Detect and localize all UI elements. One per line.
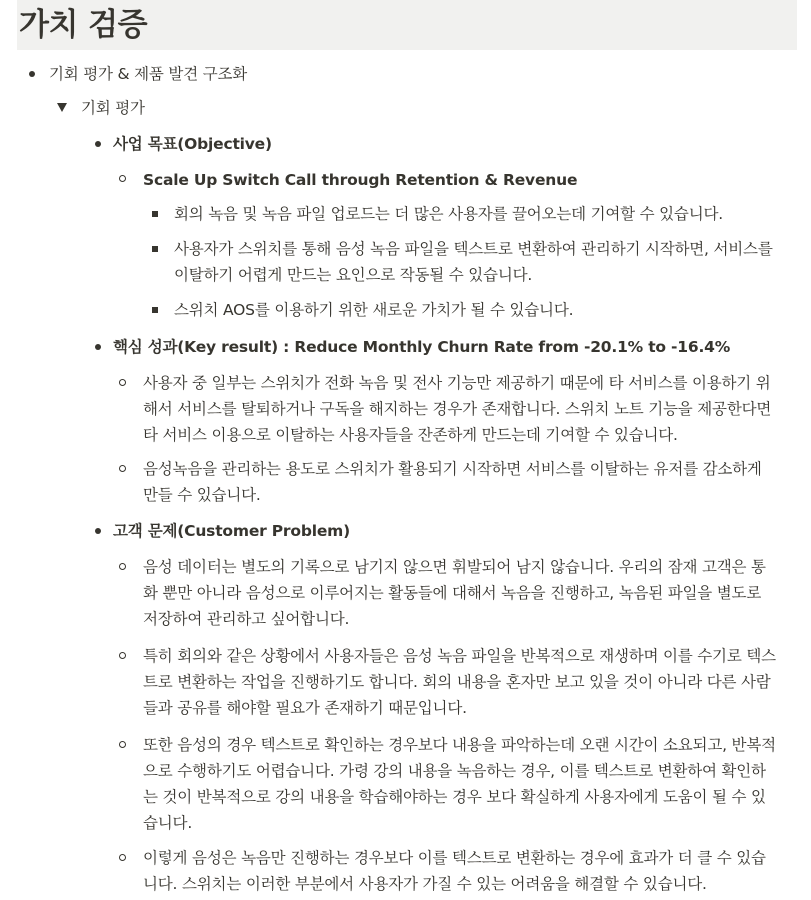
bullet-circle-icon	[119, 741, 126, 748]
bullet-disc-icon	[95, 528, 101, 534]
list-item: 음성녹음을 관리하는 용도로 스위치가 활용되기 시작하면 서비스를 이탈하는 유저를 감소하게	[143, 460, 762, 478]
list-item: 니다. 스위치는 이러한 부분에서 사용자가 가질 수 있는 어려움을 해결할 수 있습니다.	[143, 875, 707, 893]
objective-heading: 사업 목표(Objective)	[113, 135, 272, 153]
list-item: 들과 공유를 해야할 필요가 존재하기 때문입니다.	[143, 699, 467, 717]
bullet-square-icon	[152, 307, 158, 313]
list-item: 트로 변환하는 작업을 진행하기도 합니다. 회의 내용을 혼자만 보고 있을 것이 아니라 다른 사람	[143, 673, 771, 691]
list-item: 습니다.	[143, 814, 193, 832]
list-item: 음성 데이터는 별도의 기록으로 남기지 않으면 휘발되어 남지 않습니다. 우리의 잠재 고객은 통	[143, 558, 766, 576]
list-item: 사용자 중 일부는 스위치가 전화 녹음 및 전사 기능만 제공하기 때문에 타 서비스를 이용하기 위	[143, 374, 771, 392]
list-item: 저장하여 관리하고 싶어합니다.	[143, 610, 350, 628]
bullet-square-icon	[152, 246, 158, 252]
list-item: 이렇게 음성은 녹음만 진행하는 경우보다 이를 텍스트로 변환하는 경우에 효과가 더 클 수 있습	[143, 849, 766, 867]
list-item: 타 서비스 이용으로 이탈하는 사용자들을 잔존하게 만드는데 기여할 수 있습니다.	[143, 426, 678, 444]
list-item: 으로 수행하기도 어렵습니다. 가령 강의 내용을 녹음하는 경우, 이를 텍스트로 변환하여 확인하	[143, 762, 766, 780]
bullet-disc-icon	[95, 141, 101, 147]
toggle-item-label[interactable]: 기회 평가	[81, 99, 145, 117]
key-result-heading: 핵심 성과(Key result) : Reduce Monthly Churn Rate from -20.1% to -16.4%	[113, 338, 731, 356]
toggle-down-icon[interactable]	[57, 103, 67, 112]
list-item: 는 것이 반복적으로 강의 내용을 학습해야하는 경우 보다 확실하게 사용자에게 도움이 될 수 있	[143, 788, 766, 806]
bullet-circle-icon	[119, 652, 126, 659]
list-item: 이탈하기 어렵게 만드는 요인으로 작동될 수 있습니다.	[174, 266, 533, 284]
outline-root-item: 기회 평가 & 제품 발견 구조화	[49, 65, 248, 83]
list-item: 화 뿐만 아니라 음성으로 이루어지는 활동들에 대해서 녹음을 진행하고, 녹음된 파일을 별도로	[143, 584, 762, 602]
bullet-circle-icon	[119, 465, 126, 472]
list-item: 스위치 AOS를 이용하기 위한 새로운 가치가 될 수 있습니다.	[174, 301, 574, 319]
bullet-circle-icon	[119, 854, 126, 861]
bullet-circle-icon	[119, 175, 126, 182]
list-item: 회의 녹음 및 녹음 파일 업로드는 더 많은 사용자를 끌어오는데 기여할 수 있습니다.	[174, 205, 723, 223]
objective-subheading: Scale Up Switch Call through Retention & Revenue	[143, 171, 578, 189]
list-item: 특히 회의와 같은 상황에서 사용자들은 음성 녹음 파일을 반복적으로 재생하며 이를 수기로 텍스	[143, 647, 776, 665]
bullet-square-icon	[152, 211, 158, 217]
page-title: 가치 검증	[17, 0, 797, 50]
list-item: 또한 음성의 경우 텍스트로 확인하는 경우보다 내용을 파악하는데 오랜 시간이 소요되고, 반복적	[143, 736, 776, 754]
customer-problem-heading: 고객 문제(Customer Problem)	[113, 522, 350, 540]
list-item: 해서 서비스를 탈퇴하거나 구독을 해지하는 경우가 존재합니다. 스위치 노트 기능을 제공한다면	[143, 400, 772, 418]
list-item: 만들 수 있습니다.	[143, 486, 261, 504]
bullet-disc-icon	[95, 344, 101, 350]
bullet-circle-icon	[119, 563, 126, 570]
bullet-disc-icon	[29, 71, 35, 77]
list-item: 사용자가 스위치를 통해 음성 녹음 파일을 텍스트로 변환하여 관리하기 시작하면, 서비스를	[174, 240, 773, 258]
bullet-circle-icon	[119, 379, 126, 386]
